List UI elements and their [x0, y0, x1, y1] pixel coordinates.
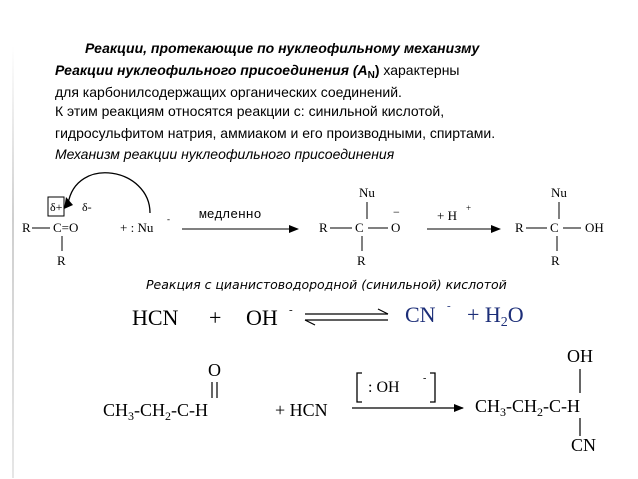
cyanohydrin-formula: $CH_3-CH_2-C-H$	[475, 396, 581, 419]
equilibrium-hcn: HCN	[132, 305, 179, 330]
heading-addition-rest: характерны	[379, 62, 460, 78]
equilibrium-forward-head-icon	[378, 309, 388, 314]
product-carbon: C	[550, 220, 559, 235]
equilibrium-hydroxide: OH	[246, 305, 278, 330]
nucleophile-charge: -	[167, 214, 170, 224]
product-oh: OH	[585, 220, 604, 235]
equilibrium-cyanide: CN	[405, 302, 436, 327]
aldehyde-formula: $CH_3-CH_2-C-H$	[103, 400, 209, 423]
slow-step-label: медленно	[199, 207, 262, 222]
product-r-left: R	[515, 220, 524, 235]
text-line-reagents: гидросульфитом натрия, аммиаком и его производными, спиртами.	[55, 125, 496, 141]
hcn-reaction-title: Реакция с цианистоводородной (синильной) кислотой	[146, 277, 507, 292]
intermediate-nu: Nu	[359, 185, 375, 200]
intermediate-r-bottom: R	[357, 253, 366, 268]
intermediate-oxygen: O	[391, 220, 401, 235]
equilibrium-water: + H2O	[467, 302, 524, 330]
aldehyde-oxygen: O	[208, 360, 221, 380]
reactant-r-left: R	[22, 220, 31, 235]
equilibrium-plus: +	[209, 305, 222, 330]
text-line-reactions: К этим реакциям относятся реакции с: синильной кислотой,	[55, 103, 445, 119]
catalyst-bracket-left	[357, 373, 362, 402]
heading-addition-bold: Реакции нуклеофильного присоединения (A	[55, 62, 368, 78]
proton-label: + H	[437, 208, 457, 223]
intermediate-oxygen-charge: −	[393, 205, 400, 219]
nucleophile-label: + : Nu	[120, 220, 154, 235]
heading-addition-close: )	[374, 62, 380, 78]
heading-addition-subscript: N	[367, 70, 375, 81]
equilibrium-hydroxide-charge: -	[289, 304, 293, 316]
product-nu: Nu	[551, 185, 567, 200]
curved-arrow-icon	[68, 173, 150, 213]
reactant-r-bottom: R	[57, 253, 66, 268]
equilibrium-reverse-head-icon	[305, 320, 315, 325]
delta-minus-label: δ-	[82, 200, 92, 214]
product-r-bottom: R	[551, 253, 560, 268]
equilibrium-cyanide-charge: -	[447, 300, 451, 312]
proton-charge: +	[466, 203, 472, 213]
catalyst-hydroxide: : OH	[368, 379, 400, 396]
text-line-mechanism: Механизм реакции нуклеофильного присоединения	[55, 146, 395, 162]
catalyst-charge: -	[423, 373, 427, 384]
aldehyde-plus-hcn: + HCN	[275, 400, 328, 420]
text-line-carbonyl: для карбонилсодержащих органических соединений.	[55, 84, 402, 100]
intermediate-carbon: C	[355, 220, 364, 235]
reactant-carbonyl: C=O	[53, 220, 79, 235]
cyanohydrin-oh: OH	[567, 346, 593, 366]
delta-plus-label: δ+	[50, 200, 63, 214]
cyanohydrin-cn: CN	[571, 435, 597, 455]
heading-nucleophilic-mechanism: Реакции, протекающие по нуклеофильному механизму	[85, 40, 480, 56]
intermediate-r-left: R	[319, 220, 328, 235]
catalyst-bracket-right	[430, 373, 435, 402]
